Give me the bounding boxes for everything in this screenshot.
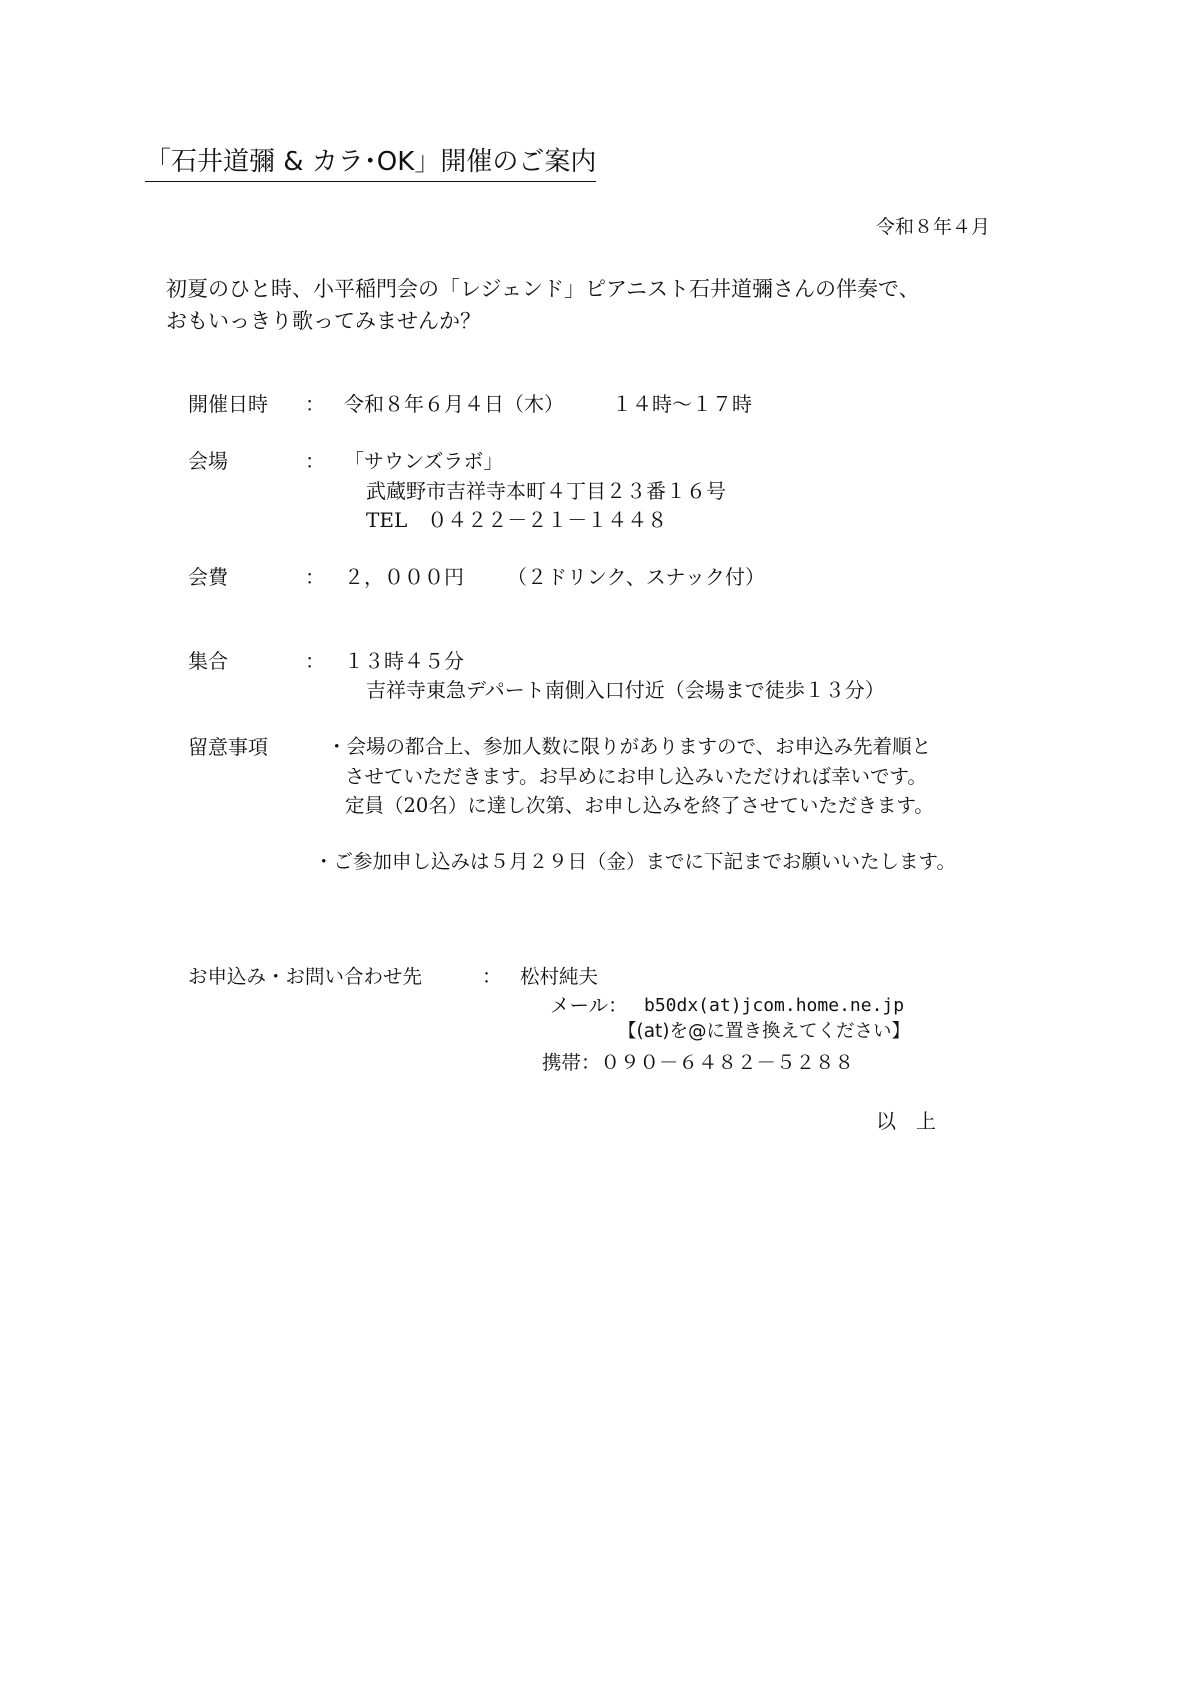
- datetime-date: 令和８年６月４日（木）: [344, 392, 564, 416]
- contact-label: お申込み・お問い合わせ先: [188, 965, 423, 988]
- notes-label: 留意事項: [188, 735, 268, 759]
- notes-line-4: ・ご参加申し込みは５月２９日（金）までに下記までお願いいたします。: [314, 850, 956, 873]
- fee-note: （２ドリンク、スナック付）: [507, 565, 765, 589]
- fee-label: 会費: [188, 565, 228, 589]
- datetime-label: 開催日時: [188, 392, 268, 416]
- meeting-colon: ：: [305, 649, 325, 673]
- contact-name: 松村純夫: [520, 965, 599, 988]
- intro-line-2: おもいっきり歌ってみませんか？: [166, 309, 481, 333]
- page-title: 「石井道彌 & カラ･OK」開催のご案内: [145, 149, 596, 182]
- notes-line-2: させていただきます。お早めにお申し込みいただければ幸いです。: [345, 765, 927, 788]
- meeting-time: １３時４５分: [344, 649, 464, 673]
- fee-colon: ：: [305, 565, 325, 589]
- closing-ijo: 以 上: [876, 1109, 936, 1133]
- venue-address: 武蔵野市吉祥寺本町４丁目２３番１６号: [366, 479, 726, 503]
- datetime-time: １４時〜１７時: [612, 392, 752, 416]
- intro-line-1: 初夏のひと時、小平稲門会の「レジェンド」ピアニスト石井道彌さんの伴奏で、: [166, 277, 920, 301]
- meeting-label: 集合: [188, 649, 228, 673]
- contact-mobile: 携帯：０９０－６４８２－５２８８: [542, 1051, 855, 1074]
- notes-line-3: 定員（20名）に達し次第、お申し込みを終了させていただきます。: [345, 794, 934, 817]
- datetime-colon: ：: [305, 392, 325, 416]
- email-note: 【(at)を@に置き換えてください】: [618, 1021, 911, 1042]
- notes-line-1: ・会場の都合上、参加人数に限りがありますので、お申込み先着順と: [327, 735, 932, 758]
- venue-colon: ：: [305, 449, 325, 473]
- email-label: メール：: [550, 994, 628, 1017]
- email-address[interactable]: b50dx(at)jcom.home.ne.jp: [644, 995, 905, 1016]
- document-date: 令和８年４月: [875, 216, 990, 238]
- meeting-place: 吉祥寺東急デパート南側入口付近（会場まで徒歩１３分）: [366, 678, 885, 702]
- fee-amount: ２，０００円: [344, 565, 464, 589]
- venue-tel: TEL ０４２２－２１－１４４８: [366, 508, 668, 532]
- venue-name: 「サウンズラボ」: [344, 449, 504, 473]
- venue-label: 会場: [188, 449, 228, 473]
- contact-colon: ：: [482, 965, 502, 988]
